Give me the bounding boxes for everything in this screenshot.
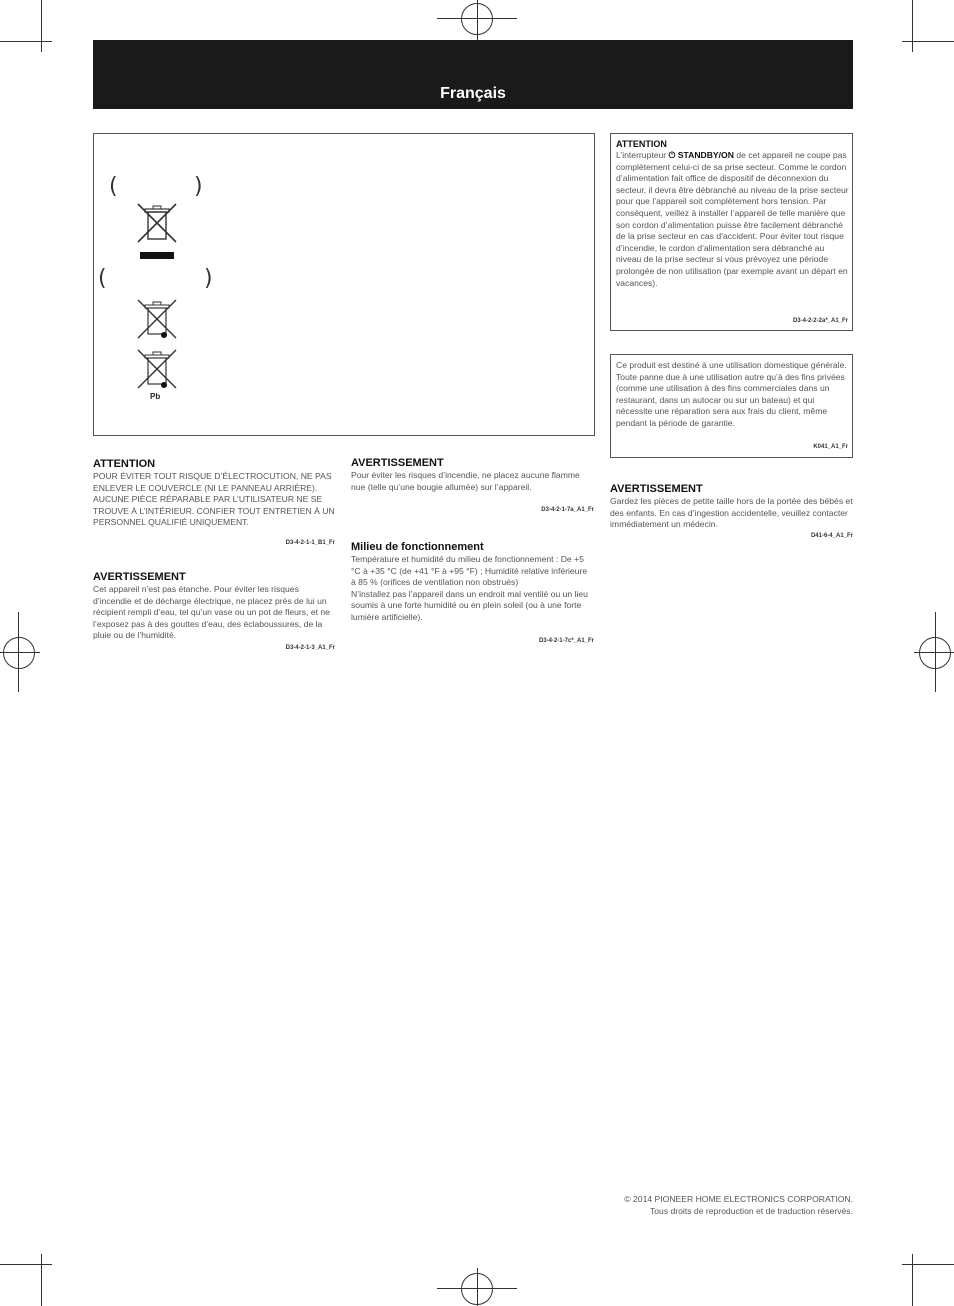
avertissement-flame-text: Pour éviter les risques d’incendie, ne placez aucune flamme nue (telle qu’une bougie allumée) sur l’appareil. <box>351 470 580 492</box>
usage-text: Ce produit est destiné à une utilisation domestique générale. Toute panne due à une utilisation autre qu’à des fins privées (comme une utilisation à des fins commerciales dans un restaurant, dans un autocar ou sur un bateau) et qui nécessite une réparation sera aux frais du client, même pendant la période de garantie. <box>616 360 847 428</box>
milieu-code: D3-4-2-1-7c*_A1_Fr <box>538 638 594 644</box>
open-paren: ( <box>109 174 118 199</box>
open-paren: ( <box>98 266 107 291</box>
crop-mark <box>41 0 42 52</box>
avertissement-water-heading: AVERTISSEMENT <box>93 571 186 583</box>
attention-standby-heading: ATTENTION <box>616 139 667 149</box>
attention-standby-text <box>616 150 849 289</box>
registration-mark <box>18 612 19 692</box>
usage-box <box>610 354 853 458</box>
avertissement-water-code: D3-4-2-1-3_A1_Fr <box>285 645 335 651</box>
close-paren: ) <box>204 266 213 291</box>
attention-standby-text-after: de cet appareil ne coupe pas complètement celui-ci de sa prise secteur. Comme le cordon d’alimentation fait office de dispositif de déconnexion du secteur, il devra être débranché au niveau de la prise secteur pour que l’appareil soit complètement hors tension. Par conséquent, veillez à installer l’appareil de telle manière que son cordon d’alimentation puisse être facilement débranché de la prise secteur en cas d’accident. Pour éviter tout risque d’incendie, le cordon d’alimentation sera débranché au niveau de la prise secteur si vous prévoyez une période prolongée de non utilisation (par exemple avant un départ en vacances). <box>616 150 849 288</box>
attention-code: D3-4-2-1-1_B1_Fr <box>285 540 335 546</box>
crop-mark <box>902 41 954 42</box>
milieu-text: Température et humidité du milieu de fonctionnement : De +5 °C à +35 °C (de +41 °F à +95 °F) ; Humidité relative inférieure à 85 % (orifices de ventilation non obstrués) N’installez pas l’appareil dans un endroit mal ventilé ou un lieu soumis à une forte humidité ou en plein soleil (ou à une forte lumière artificielle). <box>351 554 588 622</box>
registration-mark <box>3 637 35 669</box>
milieu-heading: Milieu de fonctionnement <box>351 541 484 553</box>
power-icon: ⏻ <box>668 150 676 160</box>
crop-mark <box>41 1254 42 1306</box>
close-paren: ) <box>194 174 203 199</box>
avertissement-water-text: Cet appareil n’est pas étanche. Pour éviter les risques d’incendie et de décharge électrique, ne placez près de lui un récipient rempli d’eau, tel qu’un vase ou un pot de fleurs, et ne l’exposez pas à des gouttes d’eau, des éclaboussures, de la pluie ou de l’humidité. <box>93 584 330 641</box>
crossed-bin-battery-pb-icon <box>136 348 178 392</box>
avertissement-flame-heading: AVERTISSEMENT <box>351 457 444 469</box>
attention-standby-box <box>610 133 853 331</box>
crossed-bin-icon <box>136 202 178 262</box>
registration-mark <box>935 612 936 692</box>
crop-mark <box>912 0 913 52</box>
attention-text: POUR ÉVITER TOUT RISQUE D’ÉLECTROCUTION, NE PAS ENLEVER LE COUVERCLE (NI LE PANNEAU ARRIÈRE). AUCUNE PIÈCE RÉPARABLE PAR L’UTILISATEUR NE SE TROUVE À L’INTÉRIEUR. CONFIER TOUT ENTRETIEN À UN PERSONNEL QUALIFIÉ UNIQUEMENT. <box>93 471 335 528</box>
attention-standby-code: D3-4-2-2-2a*_A1_Fr <box>792 318 848 324</box>
pb-label: Pb <box>150 392 161 401</box>
registration-mark <box>914 652 954 653</box>
attention-heading: ATTENTION <box>93 458 156 470</box>
attention-standby-text-before: L’interrupteur <box>616 150 669 160</box>
copyright-line: © 2014 PIONEER HOME ELECTRONICS CORPORATION. <box>624 1194 853 1204</box>
registration-mark <box>477 1268 478 1306</box>
crop-mark <box>902 1264 954 1265</box>
usage-code: K041_A1_Fr <box>813 444 848 450</box>
avertissement-small-parts-text: Gardez les pièces de petite taille hors de la portée des bébés et des enfants. En cas d’ingestion accidentelle, veuillez contacter immédiatement un médecin. <box>610 496 853 530</box>
avertissement-small-parts-heading: AVERTISSEMENT <box>610 483 703 495</box>
crop-mark <box>0 41 52 42</box>
standby-on-keyword: STANDBY/ON <box>677 150 734 160</box>
crossed-bin-battery-icon <box>136 298 178 342</box>
registration-mark <box>477 0 478 40</box>
rights-line: Tous droits de reproduction et de traduction réservés. <box>649 1206 853 1216</box>
language-header <box>93 40 853 109</box>
copyright-footer <box>624 1193 853 1217</box>
avertissement-flame-code: D3-4-2-1-7a_A1_Fr <box>541 507 594 513</box>
disposal-symbols-box <box>93 133 595 436</box>
crop-mark <box>0 1264 52 1265</box>
language-title: Français <box>440 85 506 102</box>
crop-mark <box>912 1254 913 1306</box>
registration-mark <box>0 652 40 653</box>
avertissement-small-parts-code: D41-6-4_A1_Fr <box>810 533 853 539</box>
